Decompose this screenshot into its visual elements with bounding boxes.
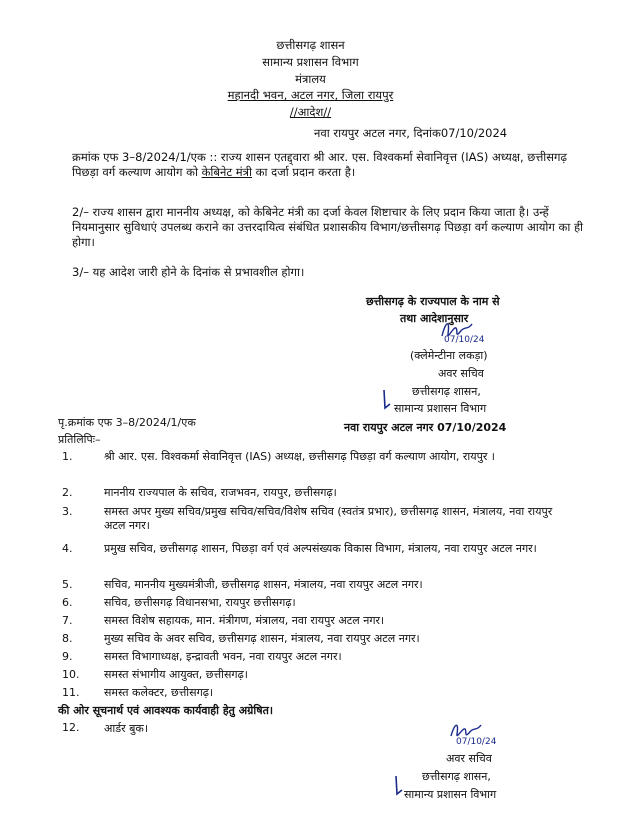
list-item-text: समस्त संभागीय आयुक्त, छत्तीसगढ़।	[104, 668, 248, 681]
list-item-number: 10.	[62, 668, 80, 681]
list-item-text: समस्त विभागाध्यक्ष, इन्द्रावती भवन, नवा रायपुर अटल नगर।	[104, 650, 342, 663]
signature-2-date: 07/10/24	[456, 737, 497, 747]
signature-1-date: 07/10/24	[444, 335, 485, 345]
list-item-number: 1.	[62, 450, 73, 463]
order-paragraph-1-text: क्रमांक एफ 3–8/2024/1/एक :: राज्य शासन एतद्द्वारा श्री आर. एस. विश्वकर्मा सेवानिवृत्त (IAS) अध्यक्ष, छत्तीसगढ़ पिछड़ा वर्ग कल्याण आयोग को	[72, 150, 568, 179]
list-item-text: समस्त विशेष सहायक, मान. मंत्रीगण, मंत्रालय, नवा रायपुर अटल नगर।	[104, 614, 385, 627]
department-name: सामान्य प्रशासन विभाग	[262, 55, 359, 69]
list-item-text: मुख्य सचिव के अवर सचिव, छत्तीसगढ़ शासन, मंत्रालय, नवा रायपुर अटल नगर।	[104, 632, 420, 645]
list-item-text: प्रमुख सचिव, छत्तीसगढ़ शासन, पिछड़ा वर्ग एवं अल्पसंख्यक विकास विभाग, मंत्रालय, नवा रायपुर अटल नगर।	[104, 542, 537, 555]
list-item-number: 4.	[62, 542, 73, 555]
signatory-designation: अवर सचिव	[438, 367, 484, 380]
address-line: महानदी भवन, अटल नगर, जिला रायपुर	[227, 88, 394, 102]
list-item-number: 6.	[62, 596, 73, 609]
list-item-text: माननीय राज्यपाल के सचिव, राजभवन, रायपुर, छत्तीसगढ़।	[104, 486, 337, 499]
list-item-number: 8.	[62, 632, 73, 645]
forward-note: की ओर सूचनार्थ एवं आवश्यक कार्यवाही हेतु अग्रेषित।	[58, 704, 274, 717]
by-order-line: तथा आदेशानुसार	[400, 312, 469, 325]
item-12-text: आर्डर बुक।	[104, 722, 149, 735]
signatory-2-office-2: सामान्य प्रशासन विभाग	[404, 788, 497, 801]
item-12-number: 12.	[62, 721, 80, 734]
pen-tick-mark-1	[378, 388, 392, 414]
order-title: //आदेश//	[289, 105, 332, 119]
order-date: नवा रायपुर अटल नगर, दिनांक07/10/2024	[314, 126, 508, 140]
list-item-number: 9.	[62, 650, 73, 663]
copy-date: नवा रायपुर अटल नगर 07/10/2024	[344, 421, 507, 434]
order-paragraph-3: 3/– यह आदेश जारी होने के दिनांक से प्रभावशील होगा।	[72, 265, 305, 279]
govt-name: छत्तीसगढ़ शासन	[276, 38, 345, 52]
governor-order-line: छत्तीसगढ़ के राज्यपाल के नाम से	[366, 295, 500, 308]
signatory-name: (क्लेमेन्टीना लकड़ा)	[410, 349, 488, 362]
signatory-office-2: सामान्य प्रशासन विभाग	[394, 402, 487, 415]
copy-heading: प्रतिलिपिः–	[58, 433, 101, 446]
signatory-2-office-1: छत्तीसगढ़ शासन,	[422, 770, 491, 783]
list-item-text: सचिव, छत्तीसगढ़ विधानसभा, रायपुर छत्तीसगढ़।	[104, 596, 296, 609]
cabinet-minister-emphasis: केबिनेट मंत्री	[201, 165, 253, 179]
list-item-number: 3.	[62, 505, 73, 518]
order-paragraph-2: 2/– राज्य शासन द्वारा माननीय अध्यक्ष, को केबिनेट मंत्री का दर्जा केवल शिष्टाचार के लिए प्रदान किया जाता है। उन्हें नियमानुसार सुविधाएं उपलब्ध कराने का उत्तरदायित्व संबंधित प्रशासकीय विभाग/छत्तीसगढ़ पिछड़ा वर्ग कल्याण आयोग का ही होगा।	[72, 205, 584, 249]
list-item-number: 11.	[62, 686, 80, 699]
signatory-office-1: छत्तीसगढ़ शासन,	[412, 385, 481, 398]
secretariat-name: मंत्रालय	[295, 72, 326, 86]
list-item-text: समस्त कलेक्टर, छत्तीसगढ़।	[104, 686, 214, 699]
order-paragraph-1	[72, 150, 592, 180]
list-item-text: समस्त अपर मुख्य सचिव/प्रमुख सचिव/सचिव/विशेष सचिव (स्वतंत्र प्रभार), छत्तीसगढ़ शासन, मंत्रालय, नवा रायपुर अटल नगर।	[104, 505, 553, 532]
signatory-2-designation: अवर सचिव	[446, 752, 492, 765]
order-paragraph-1-end: का दर्जा प्रदान करता है।	[255, 165, 356, 179]
pen-tick-mark-2	[390, 774, 404, 800]
list-item-number: 7.	[62, 614, 73, 627]
list-item-text: श्री आर. एस. विश्वकर्मा सेवानिवृत्त (IAS) अध्यक्ष, छत्तीसगढ़ पिछड़ा वर्ग कल्याण आयोग, रायपुर ।	[104, 450, 495, 463]
list-item-number: 5.	[62, 578, 73, 591]
list-item-number: 2.	[62, 486, 73, 499]
list-item-text: सचिव, माननीय मुख्यमंत्रीजी, छत्तीसगढ़ शासन, मंत्रालय, नवा रायपुर अटल नगर।	[104, 578, 423, 591]
copy-reference: पृ.क्रमांक एफ 3–8/2024/1/एक	[58, 416, 196, 429]
